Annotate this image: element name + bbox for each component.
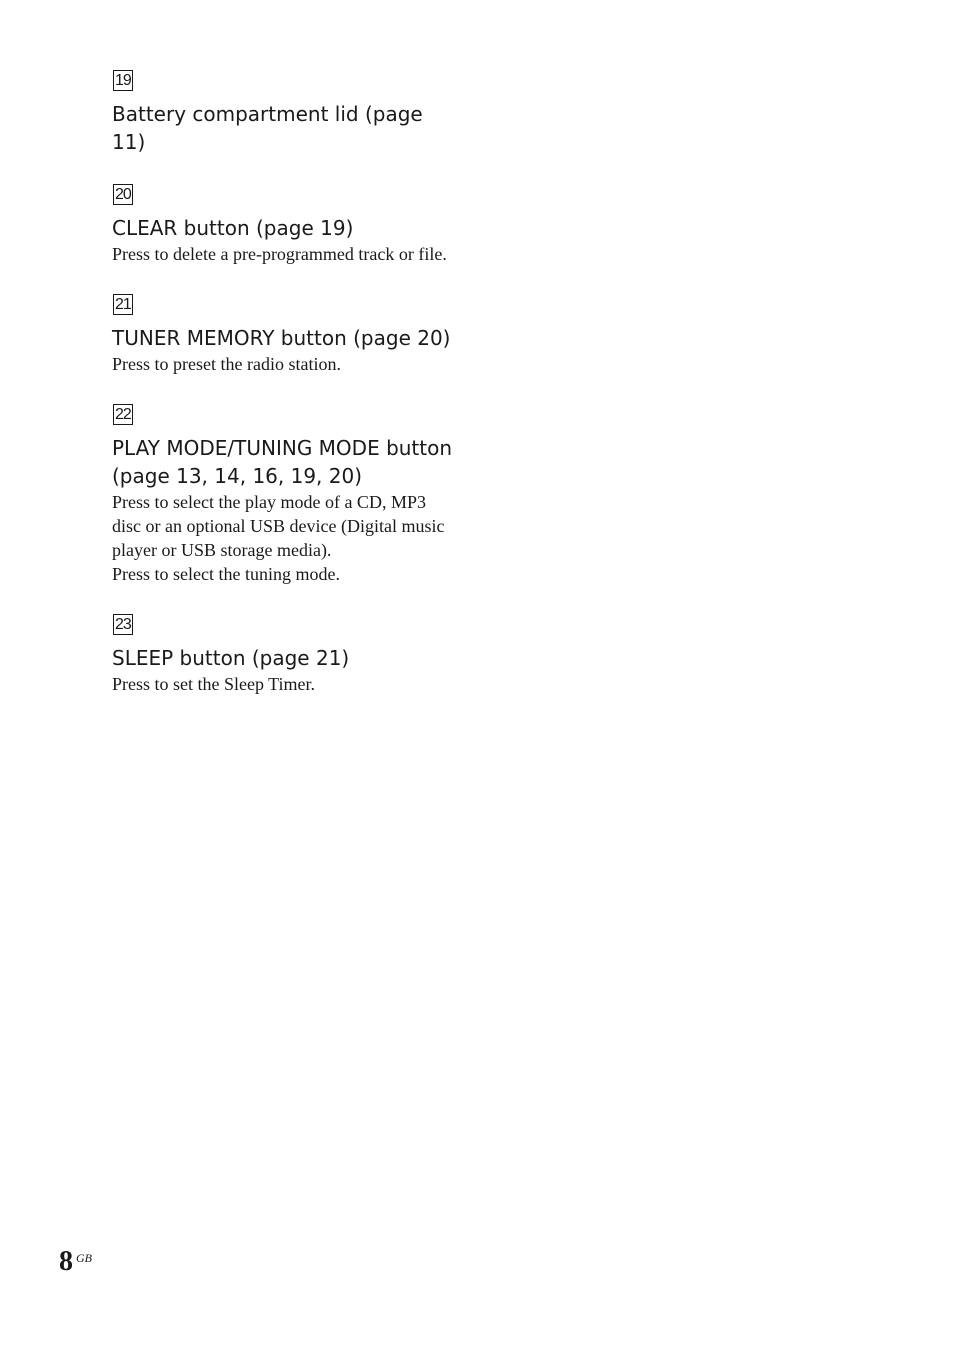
list-item (112, 614, 457, 696)
list-item (112, 184, 457, 266)
description-line: Press to set the Sleep Timer. (112, 674, 316, 694)
item-number: 23 (115, 616, 131, 633)
list-item (112, 70, 457, 156)
item-description (112, 672, 457, 696)
description-line: Press to select the tuning mode. (112, 564, 340, 584)
item-heading: SLEEP button (page 21) (112, 646, 350, 670)
item-list (112, 70, 457, 724)
item-heading: CLEAR button (page 19) (112, 216, 354, 240)
description-line: Press to delete a pre-programmed track or file. (112, 244, 447, 264)
list-item (112, 294, 457, 376)
item-heading: TUNER MEMORY button (page 20) (112, 326, 451, 350)
list-item (112, 404, 457, 586)
item-description (112, 352, 457, 376)
item-description (112, 490, 457, 586)
page-suffix: GB (76, 1251, 92, 1265)
item-number: 21 (115, 296, 131, 313)
item-number: 20 (115, 186, 131, 203)
item-number: 22 (115, 406, 131, 423)
item-heading: Battery compartment lid (page 11) (112, 102, 423, 154)
item-number: 19 (115, 72, 131, 89)
description-line: Press to select the play mode of a CD, MP3 disc or an optional USB device (Digital music player or USB storage media). (112, 492, 445, 560)
page-number: 8 (59, 1246, 73, 1277)
item-description (112, 242, 457, 266)
description-line: Press to preset the radio station. (112, 354, 341, 374)
item-heading: PLAY MODE/TUNING MODE button (page 13, 14, 16, 19, 20) (112, 436, 453, 488)
